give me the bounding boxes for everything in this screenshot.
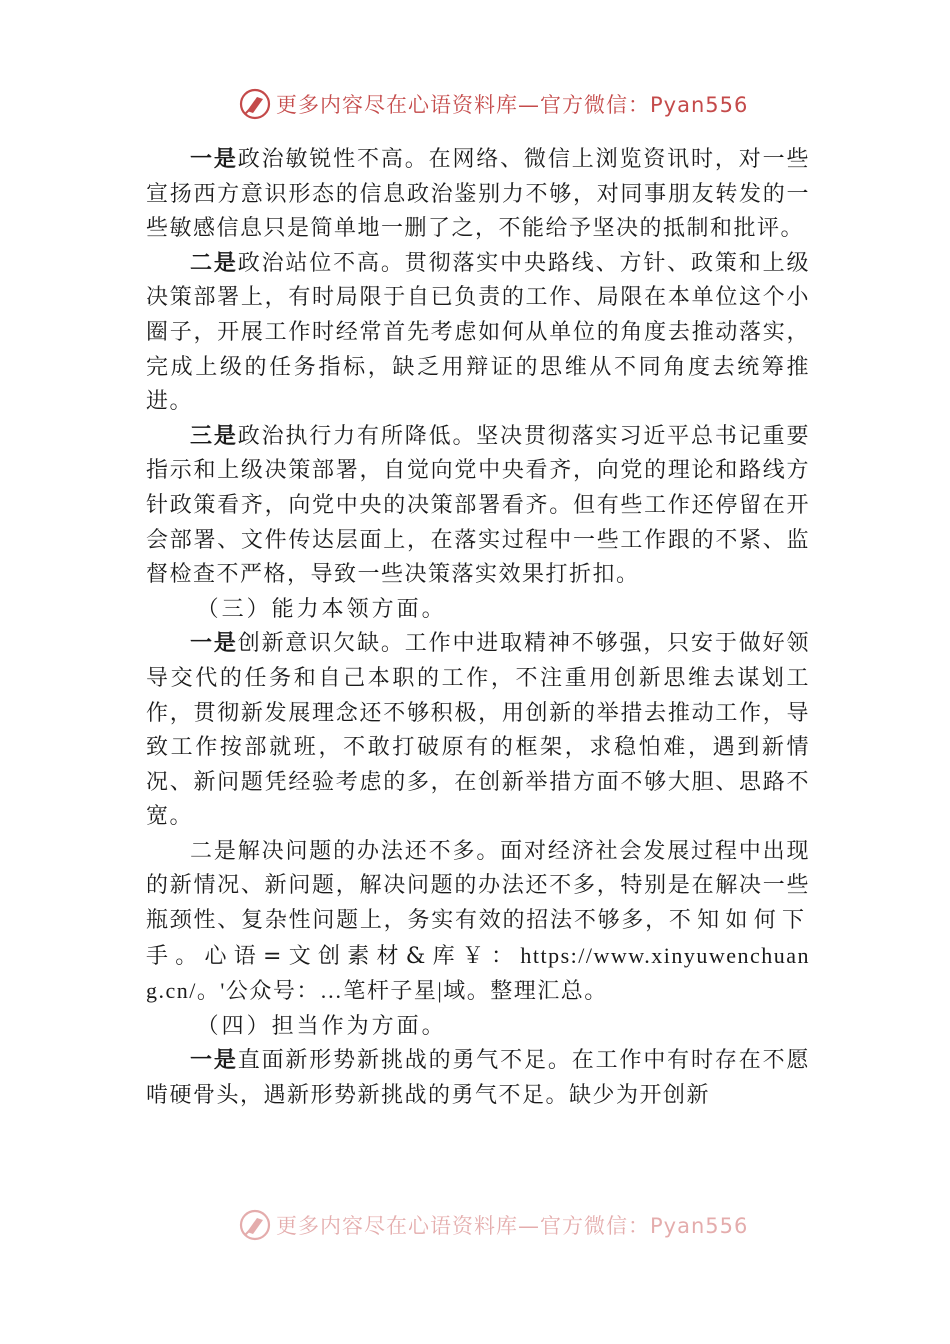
paragraph-6 bbox=[146, 1044, 810, 1113]
pen-nib-logo-icon bbox=[238, 87, 272, 121]
paragraph-text: 直面新形势新挑战的勇气不足。在工作中有时存在不愿啃硬骨头，遇新形势新挑战的勇气不足。缺少为开创新 bbox=[146, 1048, 810, 1109]
paragraph-text: 政治敏锐性不高。在网络、微信上浏览资讯时，对一些宣扬西方意识形态的信息政治鉴别力不够，对同事朋友转发的一些敏感信息只是简单地一删了之，不能给予坚决的抵制和批评。 bbox=[146, 147, 810, 242]
pen-nib-logo-icon bbox=[238, 1208, 272, 1242]
paragraph-url-text: https://www.xinyuwenchuang.cn/。'公众号：…笔杆子星|域。整理汇总。 bbox=[146, 942, 810, 1004]
paragraph-text-spread: 不知如何下手。心语=文创素材&库￥： bbox=[146, 908, 810, 969]
header-watermark bbox=[238, 84, 758, 124]
footer-watermark bbox=[238, 1205, 758, 1245]
paragraph-text: 创新意识欠缺。工作中进取精神不够强，只安于做好领导交代的任务和自己本职的工作，不注重用创新思维去谋划工作，贯彻新发展理念还不够积极，用创新的举措去推动工作，导致工作按部就班，不敢打破原有的框架，求稳怕难，遇到新情况、新问题凭经验考虑的多，在创新举措方面不够大胆、思路不宽。 bbox=[146, 631, 810, 830]
section-heading-4: （四）担当作为方面。 bbox=[196, 1013, 447, 1039]
paragraph-1 bbox=[146, 143, 810, 247]
paragraph-text: 政治执行力有所降低。坚决贯彻落实习近平总书记重要指示和上级决策部署，自觉向党中央看齐，向党的理论和路线方针政策看齐，向党中央的决策部署看齐。但有些工作还停留在开会部署、文件传达层面上，在落实过程中一些工作跟的不紧、监督检查不严格，导致一些决策落实效果打折扣。 bbox=[146, 423, 810, 588]
paragraph-4 bbox=[146, 627, 810, 835]
paragraph-5 bbox=[146, 835, 810, 1010]
paragraph-lead: 一是 bbox=[190, 1048, 238, 1074]
paragraph-lead: 二是 bbox=[190, 250, 238, 276]
paragraph-lead: 一是 bbox=[190, 147, 238, 172]
paragraph-2 bbox=[146, 247, 810, 420]
paragraph-lead: 一是 bbox=[190, 631, 238, 657]
paragraph-lead: 三是 bbox=[190, 423, 238, 449]
watermark-text: 更多内容尽在心语资料库—官方微信：Pyan556 bbox=[276, 93, 749, 117]
watermark-text: 更多内容尽在心语资料库—官方微信：Pyan556 bbox=[276, 1214, 749, 1238]
paragraph-text: 二是解决问题的办法还不多。面对经济社会发展过程中出现的新情况、新问题，解决问题的办法还不多，特别是在解决一些瓶颈性、复杂性问题上，务实有效的招法不够多， bbox=[146, 838, 810, 934]
body-text bbox=[146, 143, 810, 1207]
paragraph-text: 政治站位不高。贯彻落实中央路线、方针、政策和上级决策部署上，有时局限于自已负责的工作、局限在本单位这个小圈子，开展工作时经常首先考虑如何从单位的角度去推动落实，完成上级的任务指标，缺乏用辩证的思维从不同角度去统筹推进。 bbox=[146, 250, 810, 415]
paragraph-3 bbox=[146, 420, 810, 593]
section-heading-3: （三）能力本领方面。 bbox=[196, 596, 447, 622]
